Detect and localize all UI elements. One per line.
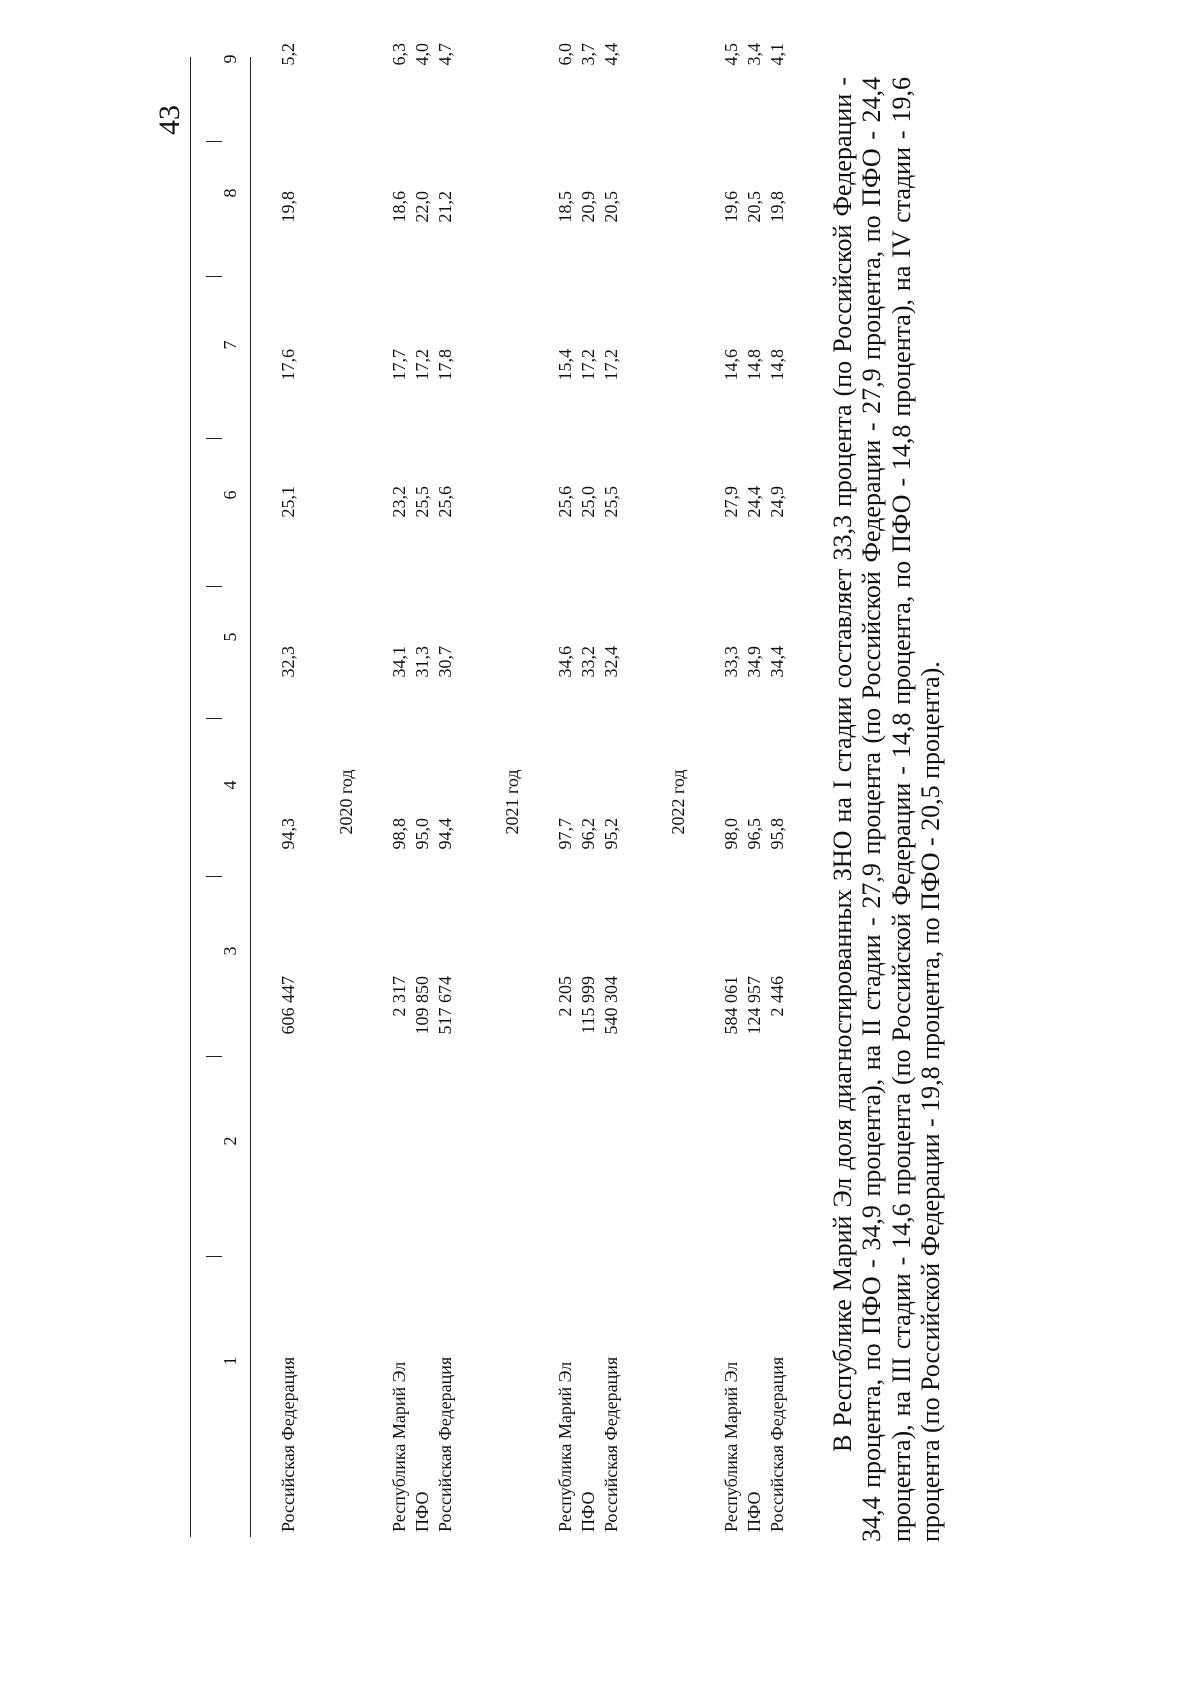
cell: 584 061 bbox=[721, 976, 741, 1035]
cell: 4,7 bbox=[435, 43, 455, 66]
region-name: ПФО bbox=[744, 1491, 764, 1532]
region-name: Республика Марий Эл bbox=[389, 1361, 409, 1532]
region-name: Республика Марий Эл bbox=[721, 1361, 741, 1532]
cell: 30,7 bbox=[435, 646, 455, 678]
cell: 96,2 bbox=[578, 818, 598, 850]
column-number: 6 bbox=[220, 490, 240, 500]
column-number: 4 bbox=[220, 780, 240, 790]
cell: 95,2 bbox=[601, 818, 621, 850]
cell: 19,6 bbox=[721, 191, 741, 223]
cell: 21,2 bbox=[435, 191, 455, 223]
cell: 34,1 bbox=[389, 646, 409, 678]
cell: 24,4 bbox=[744, 486, 764, 518]
cell: 25,6 bbox=[435, 486, 455, 518]
cell: 17,2 bbox=[601, 349, 621, 381]
table-row bbox=[278, 43, 304, 1537]
column-number: 2 bbox=[220, 1136, 240, 1146]
column-number: 3 bbox=[220, 946, 240, 956]
cell: 32,4 bbox=[601, 646, 621, 678]
cell: 3,7 bbox=[578, 43, 598, 66]
cell: 25,5 bbox=[601, 486, 621, 518]
column-divider bbox=[206, 718, 222, 719]
cell: 115 999 bbox=[578, 976, 598, 1034]
region-name: Российская Федерация bbox=[767, 1356, 787, 1532]
column-number: 9 bbox=[220, 54, 240, 64]
column-divider bbox=[206, 438, 222, 439]
table-row bbox=[435, 43, 461, 1537]
cell: 31,3 bbox=[412, 646, 432, 678]
page-number: 43 bbox=[153, 105, 186, 135]
cell: 18,6 bbox=[389, 191, 409, 223]
column-divider bbox=[206, 1056, 222, 1057]
cell: 6,0 bbox=[555, 43, 575, 66]
cell: 14,6 bbox=[721, 349, 741, 381]
cell: 98,8 bbox=[389, 818, 409, 850]
cell: 25,6 bbox=[555, 486, 575, 518]
cell: 17,2 bbox=[412, 349, 432, 381]
cell: 96,5 bbox=[744, 818, 764, 850]
paragraph-text: В Республике Марий Эл доля диагностированных ЗНО на I стадии составляет 33,3 процента (по Российской Федерации - 34,4 процента, по ПФО - 34,9 процента), на II стадии - 27,9 процента (по Российской Федерации - 27,9 процента, по ПФО - 24,4 процента), на III стадии - 14,6 процента (по Российской Федерации - 14,8 процента, по ПФО - 14,8 процента), на IV стадии - 19,6 процента (по Российской Федерации - 19,8 процента, по ПФО - 20,5 процента). bbox=[828, 77, 946, 1542]
cell: 2 446 bbox=[767, 976, 787, 1017]
cell: 23,2 bbox=[389, 486, 409, 518]
table-header-rule bbox=[250, 57, 251, 1537]
year-heading: 2021 год bbox=[502, 769, 522, 835]
cell: 540 304 bbox=[601, 976, 621, 1035]
cell: 94,4 bbox=[435, 818, 455, 850]
table-top-rule bbox=[190, 57, 191, 1537]
cell: 34,4 bbox=[767, 646, 787, 678]
column-number: 1 bbox=[220, 1356, 240, 1366]
cell: 27,9 bbox=[721, 486, 741, 518]
cell: 22,0 bbox=[412, 191, 432, 223]
cell: 15,4 bbox=[555, 349, 575, 381]
cell: 94,3 bbox=[278, 818, 298, 850]
cell: 2 317 bbox=[389, 976, 409, 1017]
cell: 17,8 bbox=[435, 349, 455, 381]
cell: 6,3 bbox=[389, 43, 409, 66]
cell: 34,6 bbox=[555, 646, 575, 678]
table-row bbox=[601, 43, 627, 1537]
cell: 25,1 bbox=[278, 486, 298, 518]
cell: 517 674 bbox=[435, 976, 455, 1035]
table-row bbox=[767, 43, 793, 1537]
cell: 18,5 bbox=[555, 191, 575, 223]
cell: 17,2 bbox=[578, 349, 598, 381]
cell: 19,8 bbox=[767, 191, 787, 223]
column-number: 7 bbox=[220, 340, 240, 350]
column-divider bbox=[206, 586, 222, 587]
cell: 33,3 bbox=[721, 646, 741, 678]
cell: 4,1 bbox=[767, 43, 787, 66]
column-number: 5 bbox=[220, 632, 240, 642]
cell: 19,8 bbox=[278, 191, 298, 223]
cell: 4,0 bbox=[412, 43, 432, 66]
cell: 17,7 bbox=[389, 349, 409, 381]
cell: 14,8 bbox=[767, 349, 787, 381]
region-name: Российская Федерация bbox=[601, 1356, 621, 1532]
column-divider bbox=[206, 876, 222, 877]
column-divider bbox=[206, 1256, 222, 1257]
cell: 34,9 bbox=[744, 646, 764, 678]
cell: 109 850 bbox=[412, 976, 432, 1035]
cell: 97,7 bbox=[555, 818, 575, 850]
cell: 95,8 bbox=[767, 818, 787, 850]
cell: 17,6 bbox=[278, 349, 298, 381]
cell: 124 957 bbox=[744, 976, 764, 1035]
cell: 25,0 bbox=[578, 486, 598, 518]
column-divider bbox=[206, 141, 222, 142]
region-name: Российская Федерация bbox=[278, 1356, 298, 1532]
cell: 606 447 bbox=[278, 976, 298, 1035]
cell: 5,2 bbox=[278, 43, 298, 66]
cell: 98,0 bbox=[721, 818, 741, 850]
year-heading: 2022 год bbox=[668, 769, 688, 835]
cell: 95,0 bbox=[412, 818, 432, 850]
body-paragraph bbox=[828, 77, 946, 1542]
column-divider bbox=[206, 276, 222, 277]
region-name: Российская Федерация bbox=[435, 1356, 455, 1532]
cell: 25,5 bbox=[412, 486, 432, 518]
cell: 3,4 bbox=[744, 43, 764, 66]
cell: 20,5 bbox=[744, 191, 764, 223]
cell: 14,8 bbox=[744, 349, 764, 381]
cell: 4,5 bbox=[721, 43, 741, 66]
region-name: ПФО bbox=[578, 1491, 598, 1532]
cell: 20,5 bbox=[601, 191, 621, 223]
year-heading: 2020 год bbox=[336, 769, 356, 835]
cell: 33,2 bbox=[578, 646, 598, 678]
cell: 4,4 bbox=[601, 43, 621, 66]
cell: 2 205 bbox=[555, 976, 575, 1017]
region-name: ПФО bbox=[412, 1491, 432, 1532]
column-number: 8 bbox=[220, 188, 240, 198]
cell: 32,3 bbox=[278, 646, 298, 678]
region-name: Республика Марий Эл bbox=[555, 1361, 575, 1532]
cell: 24,9 bbox=[767, 486, 787, 518]
cell: 20,9 bbox=[578, 191, 598, 223]
